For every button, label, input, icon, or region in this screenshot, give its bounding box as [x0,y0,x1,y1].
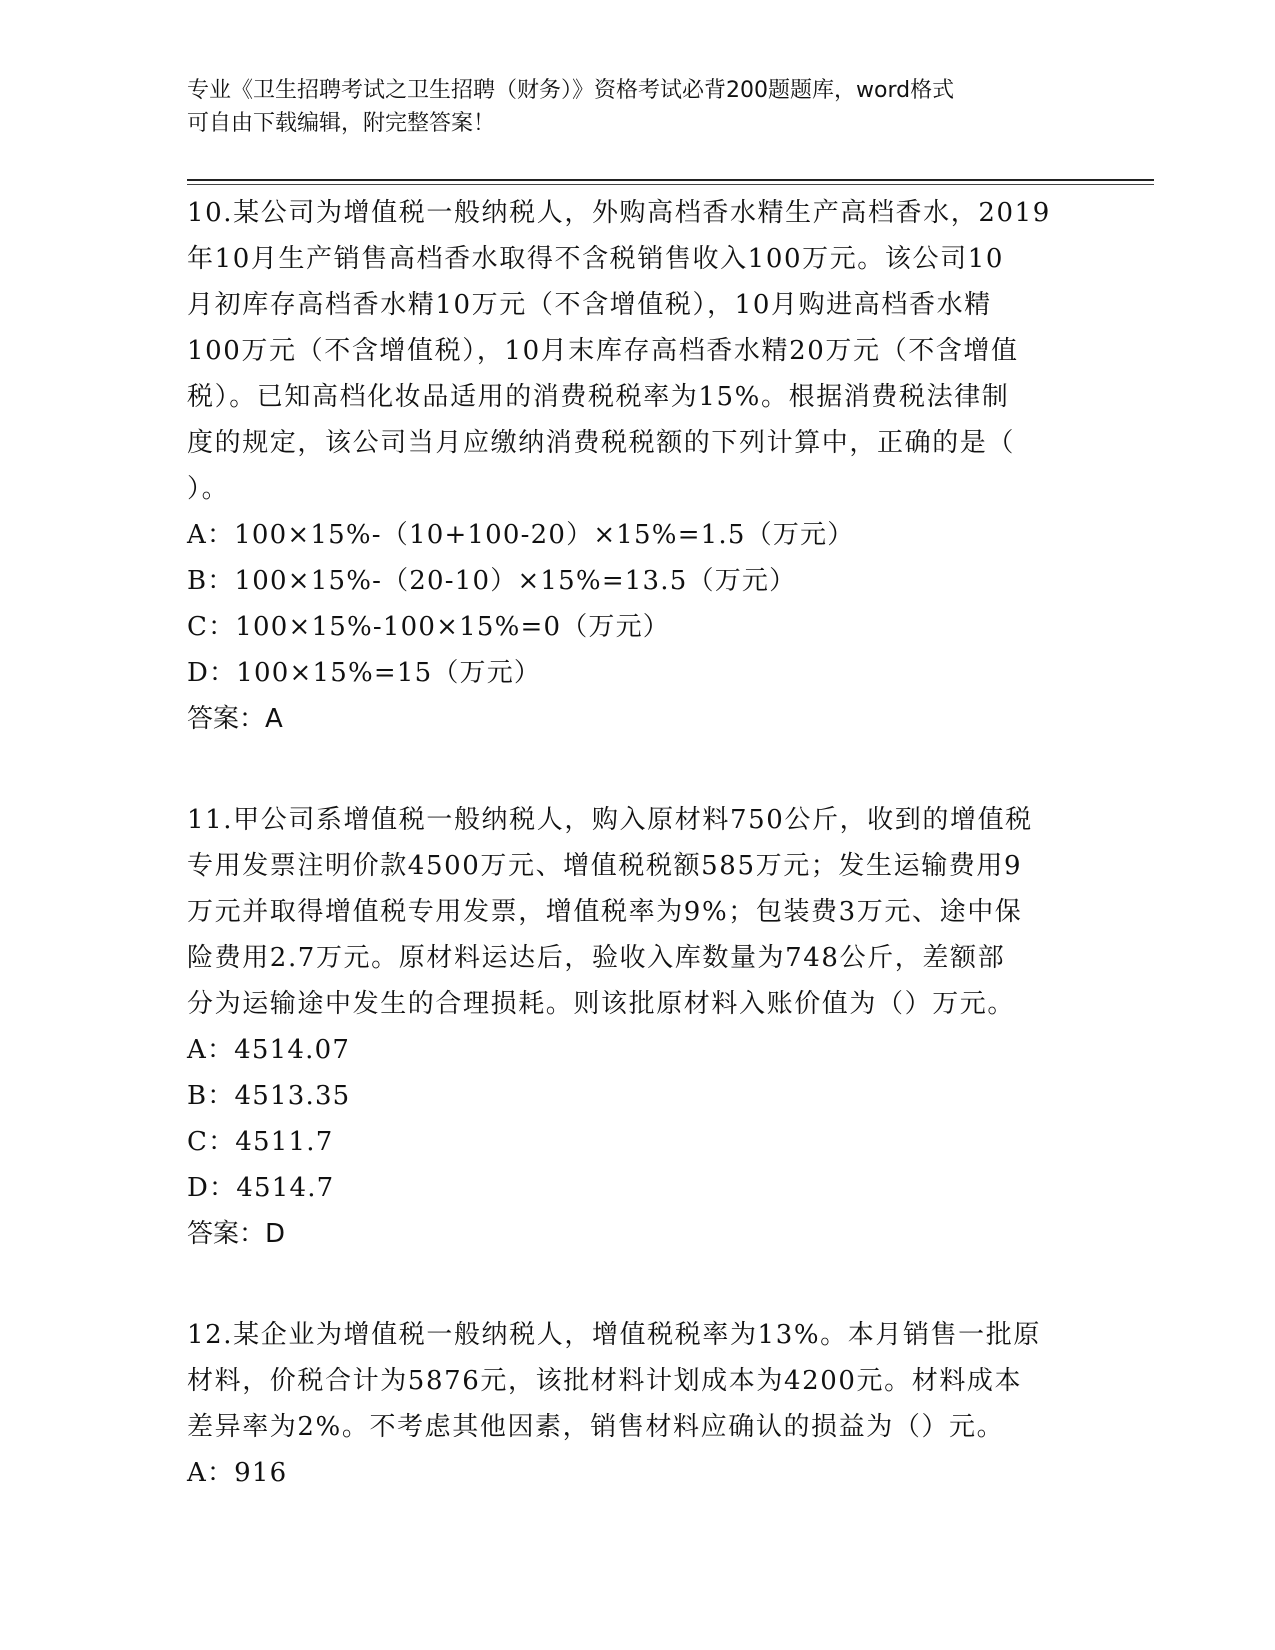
question-line: 万元并取得增值税专用发票，增值税率为9%；包装费3万元、途中保 [187,897,1023,927]
option-b: B：4513.35 [187,1081,351,1111]
question-10 [187,190,1087,742]
question-line: 材料，价税合计为5876元，该批材料计划成本为4200元。材料成本 [187,1366,1023,1396]
question-line: 度的规定，该公司当月应缴纳消费税税额的下列计算中，正确的是（ [187,428,1016,458]
option-c: C：4511.7 [187,1127,334,1157]
question-line: ）。 [187,474,230,504]
question-line: 10.某公司为增值税一般纳税人，外购高档香水精生产高档香水，2019 [187,198,1051,228]
option-a: A：4514.07 [187,1035,351,1065]
question-line: 税）。已知高档化妆品适用的消费税税率为15%。根据消费税法律制 [187,382,1010,412]
header-divider-thick [187,179,1154,181]
option-d: D：100×15%=15（万元） [187,658,542,688]
question-line: 分为运输途中发生的合理损耗。则该批原材料入账价值为（）万元。 [187,989,1016,1019]
question-line: 年10月生产销售高档香水取得不含税销售收入100万元。该公司10 [187,244,1004,274]
header-divider-thin [187,184,1154,185]
question-line: 12.某企业为增值税一般纳税人，增值税税率为13%。本月销售一批原 [187,1320,1041,1350]
option-b: B：100×15%-（20-10）×15%=13.5（万元） [187,566,797,596]
option-c: C：100×15%-100×15%=0（万元） [187,612,671,642]
option-a: A：916 [187,1458,288,1488]
question-line: 11.甲公司系增值税一般纳税人，购入原材料750公斤，收到的增值税 [187,805,1033,835]
header-line-1: 专业《卫生招聘考试之卫生招聘（财务）》资格考试必背200题题库，word格式 [187,78,955,103]
question-line: 险费用2.7万元。原材料运达后，验收入库数量为748公斤，差额部 [187,943,1006,973]
question-11 [187,797,1087,1257]
question-line: 100万元（不含增值税），10月末库存高档香水精20万元（不含增值 [187,336,1019,366]
answer-label: 答案：D [187,1219,286,1249]
answer-label: 答案：A [187,704,283,734]
question-12 [187,1312,1087,1496]
option-a: A：100×15%-（10+100-20）×15%=1.5（万元） [187,520,855,550]
document-header [187,74,1087,140]
header-line-2: 可自由下载编辑，附完整答案！ [187,111,496,136]
question-line: 差异率为2%。不考虑其他因素，销售材料应确认的损益为（）元。 [187,1412,1005,1442]
question-spacer [187,742,1087,797]
question-line: 专用发票注明价款4500万元、增值税税额585万元；发生运输费用9 [187,851,1023,881]
option-d: D：4514.7 [187,1173,335,1203]
questions-container [187,190,1087,1496]
question-spacer [187,1257,1087,1312]
question-line: 月初库存高档香水精10万元（不含增值税），10月购进高档香水精 [187,290,992,320]
